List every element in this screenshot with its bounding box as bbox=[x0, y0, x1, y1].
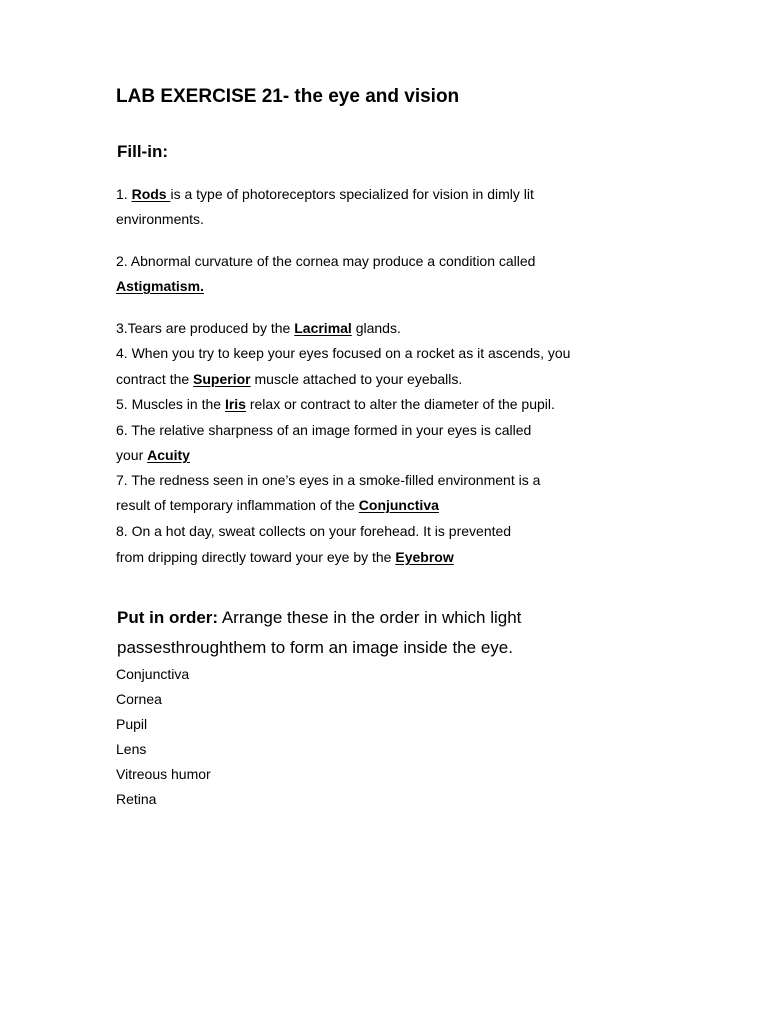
answer-text: Superior bbox=[193, 371, 251, 387]
answer-text: Iris bbox=[224, 396, 246, 412]
fill-in-item-3-line-1 bbox=[116, 320, 401, 336]
fill-in-item-1-line-1 bbox=[116, 186, 534, 202]
question-text: your bbox=[116, 447, 148, 463]
question-text: from dripping directly toward your eye by the bbox=[116, 549, 396, 565]
answer-text: Lacrimal bbox=[294, 320, 352, 336]
question-text: 3.Tears are produced by the bbox=[116, 320, 295, 336]
question-text: contract the bbox=[116, 371, 194, 387]
question-text: 1. bbox=[116, 186, 132, 202]
fill-in-item-4-line-1 bbox=[116, 345, 570, 361]
answer-text: Conjunctiva bbox=[358, 497, 439, 513]
question-text: 5. Muscles in the bbox=[116, 396, 225, 412]
fill-in-item-6-line-1 bbox=[116, 422, 531, 438]
question-text: 8. On a hot day, sweat collects on your forehead. It is prevented bbox=[116, 523, 512, 539]
fill-in-item-8-line-1 bbox=[116, 523, 511, 539]
fill-in-item-5-line-1 bbox=[116, 396, 555, 412]
answer-text: Rods bbox=[131, 186, 171, 202]
question-text: environments. bbox=[116, 211, 204, 227]
fill-in-item-1-line-2 bbox=[116, 211, 204, 227]
question-text: result of temporary inflammation of the bbox=[116, 497, 359, 513]
fill-in-item-8-line-2 bbox=[116, 549, 454, 565]
fill-in-item-4-line-2 bbox=[116, 371, 462, 387]
order-item: Retina bbox=[116, 791, 157, 807]
title-text: LAB EXERCISE 21- the eye and vision bbox=[116, 86, 460, 107]
question-text: 6. The relative sharpness of an image formed in your eyes is called bbox=[116, 422, 532, 438]
question-text: 4. When you try to keep your eyes focused on a rocket as it ascends, you bbox=[116, 345, 571, 361]
order-item: Pupil bbox=[116, 716, 148, 732]
question-text: muscle attached to your eyeballs. bbox=[250, 371, 463, 387]
question-text: is a type of photoreceptors specialized for vision in dimly lit bbox=[170, 186, 534, 202]
put-in-order-heading bbox=[117, 608, 521, 628]
question-text: relax or contract to alter the diameter of the pupil. bbox=[245, 396, 555, 412]
put-in-order-instructions-line2: passesthroughthem to form an image inside the eye. bbox=[117, 638, 513, 657]
answer-text: Astigmatism. bbox=[116, 278, 204, 294]
question-text: glands. bbox=[351, 320, 401, 336]
order-item: Lens bbox=[116, 741, 147, 757]
fill-in-item-2-line-2 bbox=[116, 278, 204, 294]
page-title bbox=[116, 86, 459, 108]
fill-in-item-7-line-1 bbox=[116, 472, 540, 488]
put-in-order-instructions: Arrange these in the order in which light bbox=[218, 608, 522, 627]
fill-in-item-7-line-2 bbox=[116, 497, 439, 513]
answer-text: Acuity bbox=[147, 447, 190, 463]
question-text: 2. Abnormal curvature of the cornea may produce a condition called bbox=[116, 253, 536, 269]
fill-in-item-6-line-2 bbox=[116, 447, 190, 463]
put-in-order-label: Put in order: bbox=[117, 608, 219, 627]
order-item: Cornea bbox=[116, 691, 162, 707]
question-text: 7. The redness seen in one’s eyes in a smoke-filled environment is a bbox=[116, 472, 541, 488]
answer-text: Eyebrow bbox=[395, 549, 454, 565]
fill-in-heading: Fill-in: bbox=[117, 142, 168, 161]
order-item: Conjunctiva bbox=[116, 666, 190, 682]
order-item: Vitreous humor bbox=[116, 766, 211, 782]
fill-in-item-2-line-1 bbox=[116, 253, 535, 269]
